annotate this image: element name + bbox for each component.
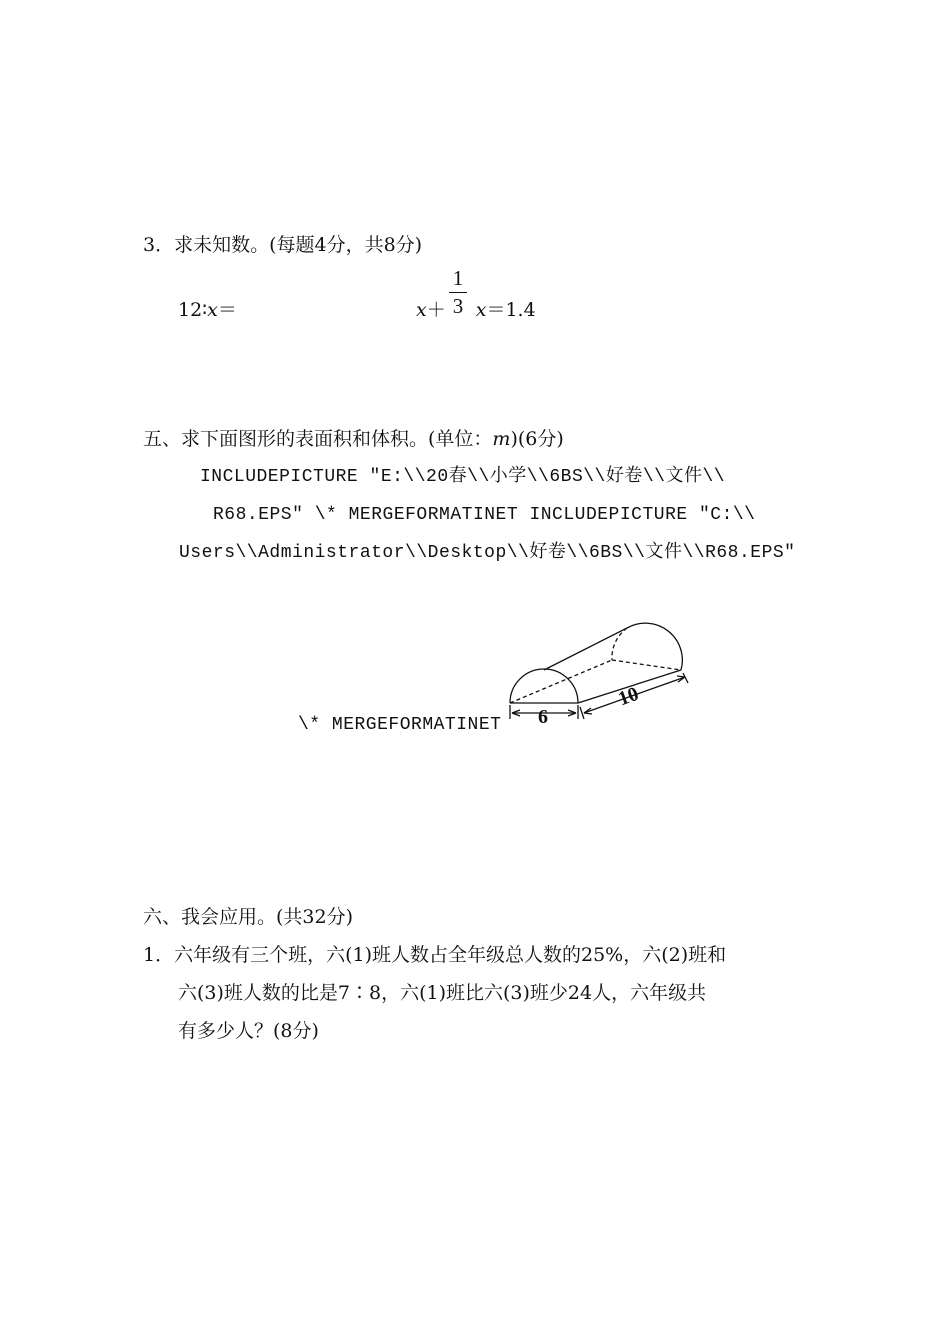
equation-2-fraction	[447, 266, 469, 319]
include-field-line-2: R68.EPS" \* MERGEFORMATINET INCLUDEPICTURE "C:\\	[213, 505, 756, 525]
question-3-title: 3．求未知数。(每题4分，共8分)	[143, 234, 423, 256]
half-cylinder-figure	[500, 615, 700, 735]
section-5-title-suffix: )(6分)	[510, 428, 564, 450]
equation-1	[178, 298, 237, 322]
problem-1-line-1: 1．六年级有三个班，六(1)班人数占全年级总人数的25%，六(2)班和	[143, 944, 727, 966]
include-field-line-1: INCLUDEPICTURE "E:\\20春\\小学\\6BS\\好卷\\文件\\	[200, 467, 726, 487]
section-5-unit: m	[492, 428, 511, 450]
equation-2-variable-1: x	[416, 299, 427, 321]
problem-1-line-2: 六(3)班人数的比是7∶8，六(1)班比六(3)班少24人，六年级共	[178, 982, 707, 1004]
fraction-numerator: 1	[452, 266, 464, 290]
equation-1-variable: x	[207, 299, 218, 321]
equation-2	[416, 298, 536, 322]
section-5-title	[143, 427, 564, 451]
equation-1-suffix: ＝	[217, 299, 237, 321]
section-6-title: 六、我会应用。(共32分)	[143, 906, 354, 928]
fraction-bar	[449, 292, 467, 293]
problem-1-line-3: 有多少人？(8分)	[178, 1020, 319, 1042]
fraction-denominator: 3	[452, 294, 464, 318]
section-5-title-prefix: 五、求下面图形的表面积和体积。(单位：	[143, 428, 493, 450]
figure-length-label: 10	[615, 682, 642, 711]
figure-width-label: 6	[538, 706, 548, 728]
include-field-line-3: Users\\Administrator\\Desktop\\好卷\\6BS\\文件\\R68.EPS"	[179, 543, 796, 563]
include-field-line-4: \* MERGEFORMATINET	[298, 715, 502, 735]
equation-2-plus: ＋	[426, 299, 446, 321]
equation-2-variable-2: x	[475, 299, 487, 321]
equation-2-rest: ＝1.4	[486, 299, 536, 321]
equation-1-prefix: 12∶	[178, 299, 208, 321]
